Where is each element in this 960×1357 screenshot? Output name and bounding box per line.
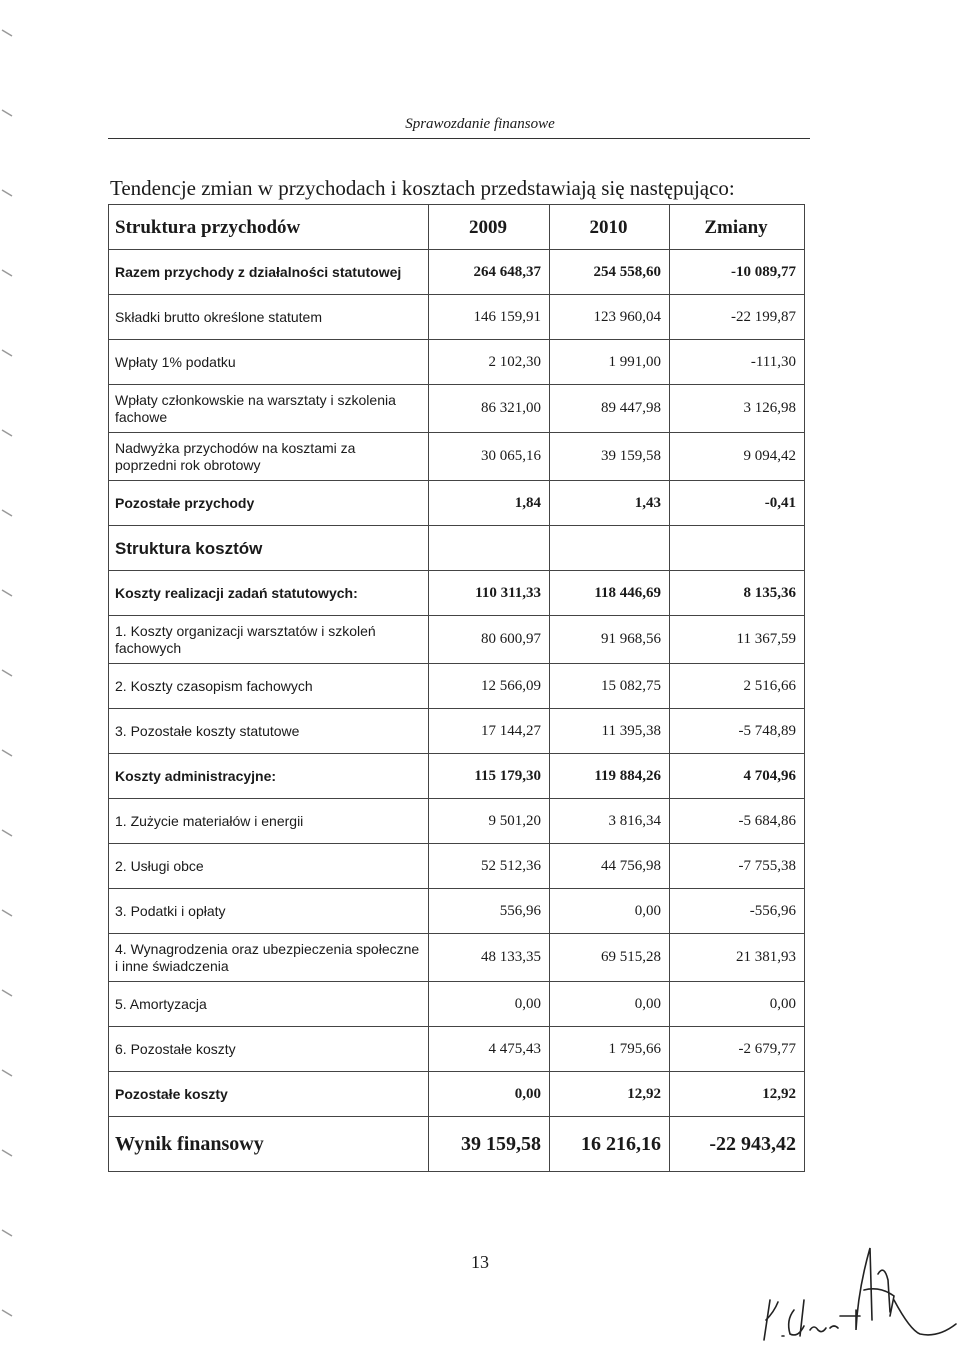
value-change: -0,41 xyxy=(670,481,805,526)
table-row xyxy=(109,481,805,526)
value-2010: 123 960,04 xyxy=(550,295,670,340)
row-label: 1. Zużycie materiałów i energii xyxy=(109,799,429,844)
row-label: Wpłaty 1% podatku xyxy=(109,340,429,385)
value-2009: 9 501,20 xyxy=(429,799,550,844)
header-divider xyxy=(108,138,810,139)
value-change: -7 755,38 xyxy=(670,844,805,889)
value-2010: 1 795,66 xyxy=(550,1027,670,1072)
value-2010: 1 991,00 xyxy=(550,340,670,385)
row-label: Koszty realizacji zadań statutowych: xyxy=(109,571,429,616)
row-label: 2. Usługi obce xyxy=(109,844,429,889)
value-change: 3 126,98 xyxy=(670,385,805,433)
value-change: 9 094,42 xyxy=(670,433,805,481)
row-label: 3. Pozostałe koszty statutowe xyxy=(109,709,429,754)
value-2009: 80 600,97 xyxy=(429,616,550,664)
value-2010: 1,43 xyxy=(550,481,670,526)
value-2009: 17 144,27 xyxy=(429,709,550,754)
value-2010: 11 395,38 xyxy=(550,709,670,754)
financial-table xyxy=(108,204,805,1172)
value-change: 11 367,59 xyxy=(670,616,805,664)
row-label: Pozostałe koszty xyxy=(109,1072,429,1117)
value-change: -111,30 xyxy=(670,340,805,385)
value-change: -2 679,77 xyxy=(670,1027,805,1072)
table-row xyxy=(109,799,805,844)
row-label: Nadwyżka przychodów na kosztami za poprzedni rok obrotowy xyxy=(109,433,429,481)
row-label: 6. Pozostałe koszty xyxy=(109,1027,429,1072)
value-2009: 48 133,35 xyxy=(429,934,550,982)
column-header-2009: 2009 xyxy=(429,205,550,250)
value-change: 0,00 xyxy=(670,982,805,1027)
value-change: 2 516,66 xyxy=(670,664,805,709)
row-label: Składki brutto określone statutem xyxy=(109,295,429,340)
value-change: -22 199,87 xyxy=(670,295,805,340)
value-2010: 39 159,58 xyxy=(550,433,670,481)
value-2009: 115 179,30 xyxy=(429,754,550,799)
value-2009: 0,00 xyxy=(429,1072,550,1117)
value-change: -5 748,89 xyxy=(670,709,805,754)
value-change: -556,96 xyxy=(670,889,805,934)
row-label: Koszty administracyjne: xyxy=(109,754,429,799)
value-2009: 4 475,43 xyxy=(429,1027,550,1072)
page-header-title: Sprawozdanie finansowe xyxy=(405,116,555,132)
table-row xyxy=(109,934,805,982)
value-2010: 89 447,98 xyxy=(550,385,670,433)
table-row xyxy=(109,664,805,709)
value-change: -5 684,86 xyxy=(670,799,805,844)
value-2010: 119 884,26 xyxy=(550,754,670,799)
table-row xyxy=(109,616,805,664)
value-change: 12,92 xyxy=(670,1072,805,1117)
value-2009: 86 321,00 xyxy=(429,385,550,433)
margin-binding-marks xyxy=(0,0,20,1357)
page-number: 13 xyxy=(471,1252,489,1272)
value-change: 8 135,36 xyxy=(670,571,805,616)
table-row xyxy=(109,526,805,571)
value-change: 21 381,93 xyxy=(670,934,805,982)
row-label: Wynik finansowy xyxy=(109,1117,429,1172)
row-label: 4. Wynagrodzenia oraz ubezpieczenia społeczne i inne świadczenia xyxy=(109,934,429,982)
value-change: 4 704,96 xyxy=(670,754,805,799)
value-2010: 16 216,16 xyxy=(550,1117,670,1172)
value-2009: 12 566,09 xyxy=(429,664,550,709)
table-row xyxy=(109,1027,805,1072)
value-2010: 44 756,98 xyxy=(550,844,670,889)
intro-paragraph: Tendencje zmian w przychodach i kosztach przedstawiają się następująco: xyxy=(110,176,735,200)
table-row xyxy=(109,571,805,616)
value-2010 xyxy=(550,526,670,571)
column-header-structure: Struktura przychodów xyxy=(109,205,429,250)
table-row xyxy=(109,433,805,481)
row-label: Pozostałe przychody xyxy=(109,481,429,526)
value-2009: 110 311,33 xyxy=(429,571,550,616)
value-2009: 2 102,30 xyxy=(429,340,550,385)
row-label: Razem przychody z działalności statutowej xyxy=(109,250,429,295)
value-2010: 91 968,56 xyxy=(550,616,670,664)
row-label: 5. Amortyzacja xyxy=(109,982,429,1027)
financial-table-body xyxy=(109,205,805,1172)
table-row xyxy=(109,385,805,433)
table-row xyxy=(109,1072,805,1117)
value-2009: 146 159,91 xyxy=(429,295,550,340)
table-row xyxy=(109,295,805,340)
value-2010: 12,92 xyxy=(550,1072,670,1117)
value-2010: 0,00 xyxy=(550,889,670,934)
value-2009 xyxy=(429,526,550,571)
value-change: -22 943,42 xyxy=(670,1117,805,1172)
value-2010: 69 515,28 xyxy=(550,934,670,982)
handwritten-signature xyxy=(760,1240,960,1350)
value-2009: 52 512,36 xyxy=(429,844,550,889)
row-label: 3. Podatki i opłaty xyxy=(109,889,429,934)
table-row xyxy=(109,754,805,799)
value-2009: 1,84 xyxy=(429,481,550,526)
table-row xyxy=(109,889,805,934)
value-2010: 0,00 xyxy=(550,982,670,1027)
value-2009: 264 648,37 xyxy=(429,250,550,295)
value-change: -10 089,77 xyxy=(670,250,805,295)
value-2009: 30 065,16 xyxy=(429,433,550,481)
row-label: 2. Koszty czasopism fachowych xyxy=(109,664,429,709)
column-header-2010: 2010 xyxy=(550,205,670,250)
table-row xyxy=(109,340,805,385)
value-2010: 118 446,69 xyxy=(550,571,670,616)
table-row xyxy=(109,1117,805,1172)
value-2010: 254 558,60 xyxy=(550,250,670,295)
row-label: Struktura kosztów xyxy=(109,526,429,571)
table-row xyxy=(109,250,805,295)
table-row xyxy=(109,709,805,754)
value-2009: 556,96 xyxy=(429,889,550,934)
value-change xyxy=(670,526,805,571)
row-label: 1. Koszty organizacji warsztatów i szkoleń fachowych xyxy=(109,616,429,664)
table-header-row xyxy=(109,205,805,250)
table-row xyxy=(109,982,805,1027)
value-2010: 3 816,34 xyxy=(550,799,670,844)
value-2010: 15 082,75 xyxy=(550,664,670,709)
value-2009: 39 159,58 xyxy=(429,1117,550,1172)
column-header-change: Zmiany xyxy=(670,205,805,250)
row-label: Wpłaty członkowskie na warsztaty i szkolenia fachowe xyxy=(109,385,429,433)
value-2009: 0,00 xyxy=(429,982,550,1027)
table-row xyxy=(109,844,805,889)
